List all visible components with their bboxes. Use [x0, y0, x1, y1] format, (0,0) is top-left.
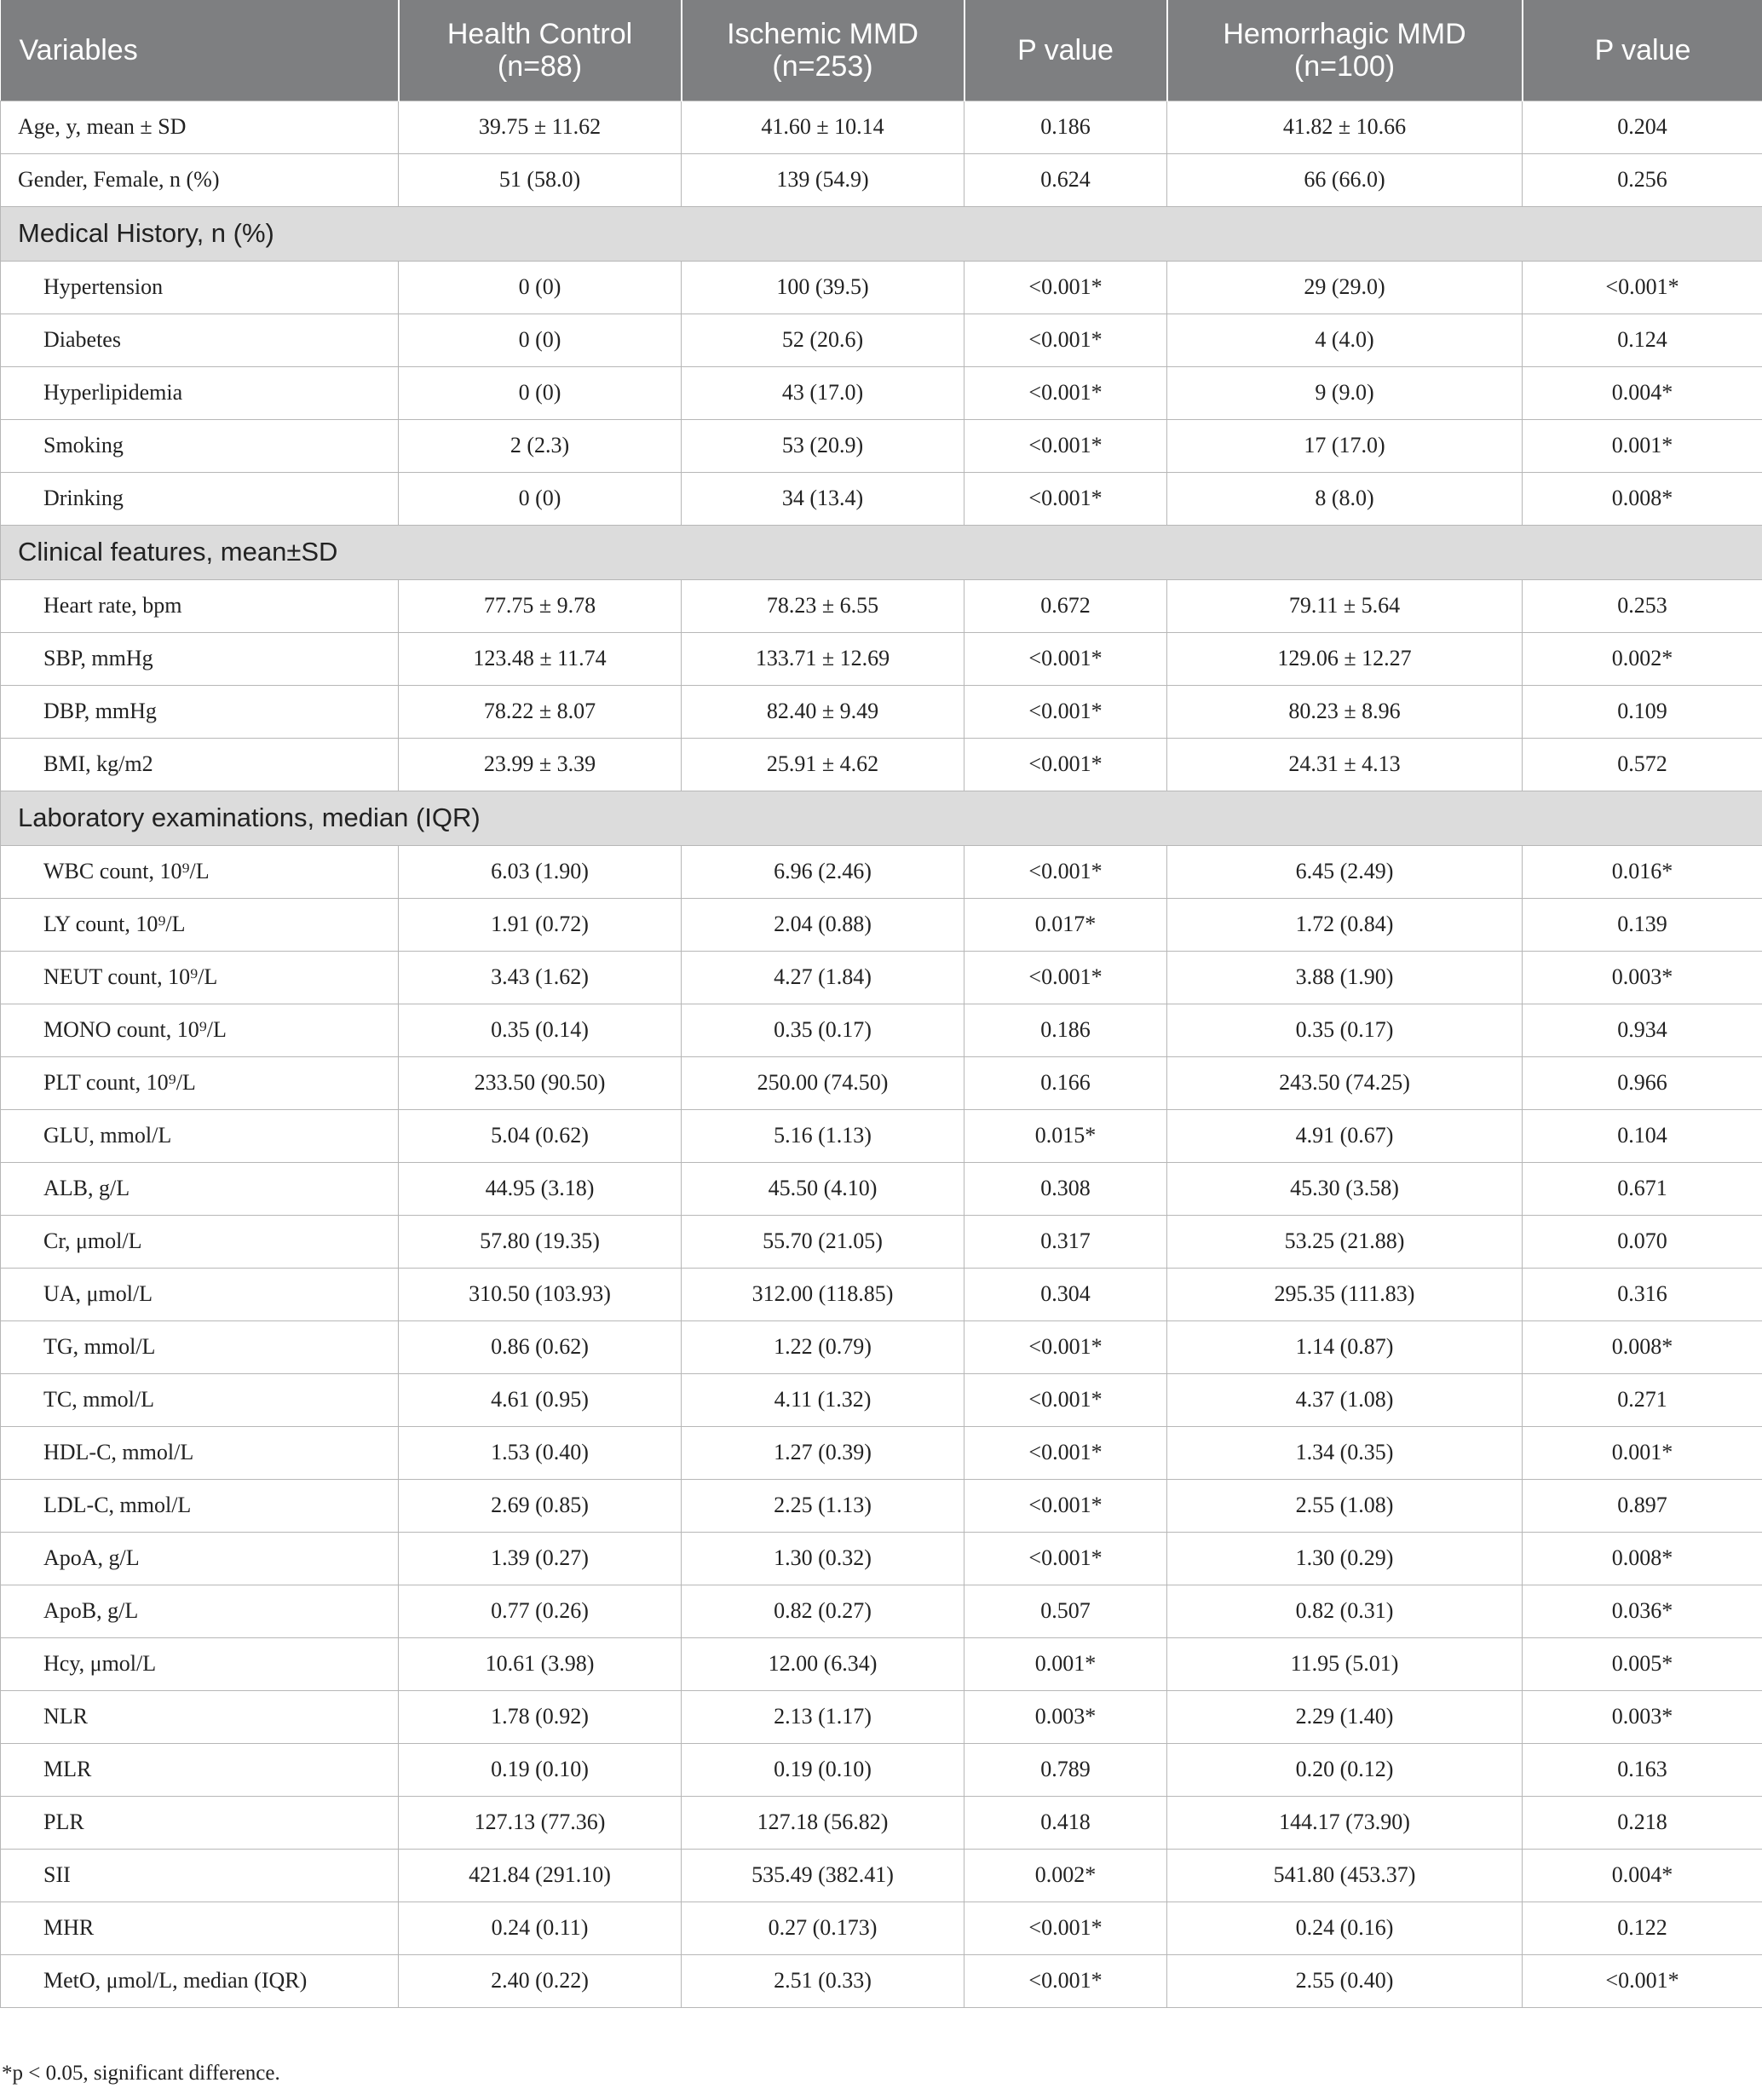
hemorrhagic-mmd-cell: 9 (9.0) — [1167, 366, 1523, 419]
health-control-cell: 0 (0) — [399, 366, 682, 419]
p-value-ischemic-cell: 0.304 — [964, 1268, 1167, 1320]
p-value-hemorrhagic-cell: 0.004* — [1523, 1849, 1762, 1902]
p-value-ischemic-cell: 0.002* — [964, 1849, 1167, 1902]
p-value-hemorrhagic-cell: 0.139 — [1523, 898, 1762, 951]
table-row — [1, 579, 1762, 632]
section-header-row — [1, 525, 1762, 579]
table-row — [1, 1056, 1762, 1109]
hemorrhagic-mmd-cell: 80.23 ± 8.96 — [1167, 685, 1523, 738]
row-label: NEUT count, 10⁹/L — [1, 951, 399, 1004]
ischemic-mmd-cell: 78.23 ± 6.55 — [682, 579, 964, 632]
health-control-cell: 51 (58.0) — [399, 153, 682, 206]
ischemic-mmd-cell: 0.82 (0.27) — [682, 1585, 964, 1637]
ischemic-mmd-cell: 0.27 (0.173) — [682, 1902, 964, 1954]
ischemic-mmd-cell: 127.18 (56.82) — [682, 1796, 964, 1849]
row-label: Heart rate, bpm — [1, 579, 399, 632]
ischemic-mmd-cell: 45.50 (4.10) — [682, 1162, 964, 1215]
p-value-ischemic-cell: <0.001* — [964, 1320, 1167, 1373]
section-header-row — [1, 791, 1762, 845]
row-label: LDL-C, mmol/L — [1, 1479, 399, 1532]
p-value-hemorrhagic-cell: 0.008* — [1523, 472, 1762, 525]
ischemic-mmd-cell: 41.60 ± 10.14 — [682, 101, 964, 153]
p-value-ischemic-cell: <0.001* — [964, 1479, 1167, 1532]
health-control-cell: 1.78 (0.92) — [399, 1690, 682, 1743]
health-control-cell: 10.61 (3.98) — [399, 1637, 682, 1690]
hemorrhagic-mmd-cell: 4.91 (0.67) — [1167, 1109, 1523, 1162]
hemorrhagic-mmd-cell: 6.45 (2.49) — [1167, 845, 1523, 898]
row-label: Hyperlipidemia — [1, 366, 399, 419]
table-row — [1, 738, 1762, 791]
table-row — [1, 419, 1762, 472]
hemorrhagic-mmd-cell: 8 (8.0) — [1167, 472, 1523, 525]
p-value-hemorrhagic-cell: 0.001* — [1523, 419, 1762, 472]
table-row — [1, 1215, 1762, 1268]
table-row — [1, 1743, 1762, 1796]
p-value-hemorrhagic-cell: 0.008* — [1523, 1320, 1762, 1373]
p-value-ischemic-cell: 0.015* — [964, 1109, 1167, 1162]
health-control-cell: 123.48 ± 11.74 — [399, 632, 682, 685]
p-value-hemorrhagic-cell: 0.003* — [1523, 1690, 1762, 1743]
health-control-cell: 0.77 (0.26) — [399, 1585, 682, 1637]
p-value-ischemic-cell: 0.166 — [964, 1056, 1167, 1109]
hemorrhagic-mmd-cell: 1.34 (0.35) — [1167, 1426, 1523, 1479]
table-row — [1, 366, 1762, 419]
p-value-ischemic-cell: 0.317 — [964, 1215, 1167, 1268]
ischemic-mmd-cell: 1.30 (0.32) — [682, 1532, 964, 1585]
hemorrhagic-mmd-cell: 144.17 (73.90) — [1167, 1796, 1523, 1849]
row-label: ALB, g/L — [1, 1162, 399, 1215]
p-value-hemorrhagic-cell: 0.002* — [1523, 632, 1762, 685]
p-value-hemorrhagic-cell: 0.316 — [1523, 1268, 1762, 1320]
p-value-ischemic-cell: <0.001* — [964, 738, 1167, 791]
health-control-cell: 0.35 (0.14) — [399, 1004, 682, 1056]
hemorrhagic-mmd-cell: 41.82 ± 10.66 — [1167, 101, 1523, 153]
ischemic-mmd-cell: 25.91 ± 4.62 — [682, 738, 964, 791]
section-title: Clinical features, mean±SD — [1, 525, 1762, 579]
table-row — [1, 951, 1762, 1004]
row-label: HDL-C, mmol/L — [1, 1426, 399, 1479]
ischemic-mmd-cell: 250.00 (74.50) — [682, 1056, 964, 1109]
row-label: MLR — [1, 1743, 399, 1796]
table-row — [1, 1849, 1762, 1902]
ischemic-mmd-cell: 2.51 (0.33) — [682, 1954, 964, 2007]
row-label: Cr, μmol/L — [1, 1215, 399, 1268]
row-label: ApoB, g/L — [1, 1585, 399, 1637]
row-label: MONO count, 10⁹/L — [1, 1004, 399, 1056]
p-value-hemorrhagic-cell: 0.572 — [1523, 738, 1762, 791]
hemorrhagic-mmd-cell: 2.29 (1.40) — [1167, 1690, 1523, 1743]
ischemic-mmd-cell: 4.11 (1.32) — [682, 1373, 964, 1426]
table-row — [1, 153, 1762, 206]
table-row — [1, 1796, 1762, 1849]
table-row — [1, 845, 1762, 898]
p-value-ischemic-cell: <0.001* — [964, 1954, 1167, 2007]
p-value-hemorrhagic-cell: 0.218 — [1523, 1796, 1762, 1849]
p-value-hemorrhagic-cell: 0.001* — [1523, 1426, 1762, 1479]
hemorrhagic-mmd-cell: 541.80 (453.37) — [1167, 1849, 1523, 1902]
ischemic-mmd-cell: 1.22 (0.79) — [682, 1320, 964, 1373]
ischemic-mmd-cell: 133.71 ± 12.69 — [682, 632, 964, 685]
section-title: Laboratory examinations, median (IQR) — [1, 791, 1762, 845]
header-p-value-ischemic: P value — [964, 0, 1167, 101]
p-value-ischemic-cell: 0.789 — [964, 1743, 1167, 1796]
row-label: SBP, mmHg — [1, 632, 399, 685]
row-label: TC, mmol/L — [1, 1373, 399, 1426]
health-control-cell: 0.19 (0.10) — [399, 1743, 682, 1796]
health-control-cell: 78.22 ± 8.07 — [399, 685, 682, 738]
row-label: Smoking — [1, 419, 399, 472]
table-row — [1, 1532, 1762, 1585]
health-control-cell: 5.04 (0.62) — [399, 1109, 682, 1162]
hemorrhagic-mmd-cell: 17 (17.0) — [1167, 419, 1523, 472]
health-control-cell: 0 (0) — [399, 261, 682, 314]
p-value-hemorrhagic-cell: 0.004* — [1523, 366, 1762, 419]
section-title: Medical History, n (%) — [1, 206, 1762, 261]
row-label: Gender, Female, n (%) — [1, 153, 399, 206]
row-label: TG, mmol/L — [1, 1320, 399, 1373]
health-control-cell: 4.61 (0.95) — [399, 1373, 682, 1426]
row-label: Hypertension — [1, 261, 399, 314]
table-row — [1, 898, 1762, 951]
table-row — [1, 101, 1762, 153]
hemorrhagic-mmd-cell: 1.72 (0.84) — [1167, 898, 1523, 951]
p-value-ischemic-cell: 0.003* — [964, 1690, 1167, 1743]
hemorrhagic-mmd-cell: 1.14 (0.87) — [1167, 1320, 1523, 1373]
row-label: BMI, kg/m2 — [1, 738, 399, 791]
table-row — [1, 261, 1762, 314]
table-row — [1, 1637, 1762, 1690]
footnote: *p < 0.05, significant difference. — [2, 2062, 280, 2085]
p-value-ischemic-cell: 0.017* — [964, 898, 1167, 951]
ischemic-mmd-cell: 53 (20.9) — [682, 419, 964, 472]
p-value-hemorrhagic-cell: 0.016* — [1523, 845, 1762, 898]
health-control-cell: 1.53 (0.40) — [399, 1426, 682, 1479]
health-control-cell: 233.50 (90.50) — [399, 1056, 682, 1109]
row-label: SII — [1, 1849, 399, 1902]
ischemic-mmd-cell: 34 (13.4) — [682, 472, 964, 525]
row-label: MHR — [1, 1902, 399, 1954]
ischemic-mmd-cell: 52 (20.6) — [682, 314, 964, 366]
table-row — [1, 1109, 1762, 1162]
health-control-cell: 0 (0) — [399, 314, 682, 366]
table-row — [1, 1320, 1762, 1373]
hemorrhagic-mmd-cell: 295.35 (111.83) — [1167, 1268, 1523, 1320]
p-value-ischemic-cell: <0.001* — [964, 1532, 1167, 1585]
p-value-hemorrhagic-cell: 0.109 — [1523, 685, 1762, 738]
p-value-hemorrhagic-cell: 0.070 — [1523, 1215, 1762, 1268]
section-header-row — [1, 206, 1762, 261]
hemorrhagic-mmd-cell: 0.82 (0.31) — [1167, 1585, 1523, 1637]
hemorrhagic-mmd-cell: 66 (66.0) — [1167, 153, 1523, 206]
ischemic-mmd-cell: 312.00 (118.85) — [682, 1268, 964, 1320]
p-value-ischemic-cell: 0.186 — [964, 1004, 1167, 1056]
row-label: WBC count, 10⁹/L — [1, 845, 399, 898]
hemorrhagic-mmd-cell: 4 (4.0) — [1167, 314, 1523, 366]
ischemic-mmd-cell: 2.25 (1.13) — [682, 1479, 964, 1532]
hemorrhagic-mmd-cell: 4.37 (1.08) — [1167, 1373, 1523, 1426]
health-control-cell: 127.13 (77.36) — [399, 1796, 682, 1849]
hemorrhagic-mmd-cell: 2.55 (0.40) — [1167, 1954, 1523, 2007]
ischemic-mmd-cell: 0.19 (0.10) — [682, 1743, 964, 1796]
p-value-hemorrhagic-cell: 0.163 — [1523, 1743, 1762, 1796]
p-value-ischemic-cell: 0.624 — [964, 153, 1167, 206]
p-value-ischemic-cell: <0.001* — [964, 472, 1167, 525]
row-label: ApoA, g/L — [1, 1532, 399, 1585]
ischemic-mmd-cell: 100 (39.5) — [682, 261, 964, 314]
header-ischemic-mmd: Ischemic MMD (n=253) — [682, 0, 964, 101]
health-control-cell: 0.86 (0.62) — [399, 1320, 682, 1373]
p-value-hemorrhagic-cell: 0.271 — [1523, 1373, 1762, 1426]
ischemic-mmd-cell: 43 (17.0) — [682, 366, 964, 419]
p-value-hemorrhagic-cell: 0.934 — [1523, 1004, 1762, 1056]
health-control-cell: 1.39 (0.27) — [399, 1532, 682, 1585]
ischemic-mmd-cell: 139 (54.9) — [682, 153, 964, 206]
header-p-value-hemorrhagic: P value — [1523, 0, 1762, 101]
table-row — [1, 472, 1762, 525]
health-control-cell: 0 (0) — [399, 472, 682, 525]
health-control-cell: 1.91 (0.72) — [399, 898, 682, 951]
table-row — [1, 1585, 1762, 1637]
p-value-ischemic-cell: <0.001* — [964, 261, 1167, 314]
ischemic-mmd-cell: 12.00 (6.34) — [682, 1637, 964, 1690]
hemorrhagic-mmd-cell: 243.50 (74.25) — [1167, 1056, 1523, 1109]
row-label: UA, μmol/L — [1, 1268, 399, 1320]
row-label: NLR — [1, 1690, 399, 1743]
table-row — [1, 1690, 1762, 1743]
hemorrhagic-mmd-cell: 29 (29.0) — [1167, 261, 1523, 314]
ischemic-mmd-cell: 1.27 (0.39) — [682, 1426, 964, 1479]
p-value-hemorrhagic-cell: 0.253 — [1523, 579, 1762, 632]
health-control-cell: 39.75 ± 11.62 — [399, 101, 682, 153]
health-control-cell: 57.80 (19.35) — [399, 1215, 682, 1268]
table-row — [1, 1479, 1762, 1532]
health-control-cell: 23.99 ± 3.39 — [399, 738, 682, 791]
p-value-ischemic-cell: <0.001* — [964, 314, 1167, 366]
ischemic-mmd-cell: 2.04 (0.88) — [682, 898, 964, 951]
p-value-hemorrhagic-cell: 0.671 — [1523, 1162, 1762, 1215]
p-value-ischemic-cell: <0.001* — [964, 366, 1167, 419]
row-label: PLT count, 10⁹/L — [1, 1056, 399, 1109]
p-value-ischemic-cell: <0.001* — [964, 1426, 1167, 1479]
p-value-ischemic-cell: 0.507 — [964, 1585, 1167, 1637]
health-control-cell: 2.69 (0.85) — [399, 1479, 682, 1532]
p-value-ischemic-cell: <0.001* — [964, 632, 1167, 685]
ischemic-mmd-cell: 535.49 (382.41) — [682, 1849, 964, 1902]
header-row — [1, 0, 1762, 101]
p-value-hemorrhagic-cell: <0.001* — [1523, 261, 1762, 314]
table-row — [1, 1373, 1762, 1426]
p-value-hemorrhagic-cell: <0.001* — [1523, 1954, 1762, 2007]
ischemic-mmd-cell: 6.96 (2.46) — [682, 845, 964, 898]
p-value-ischemic-cell: 0.186 — [964, 101, 1167, 153]
row-label: Age, y, mean ± SD — [1, 101, 399, 153]
health-control-cell: 421.84 (291.10) — [399, 1849, 682, 1902]
ischemic-mmd-cell: 4.27 (1.84) — [682, 951, 964, 1004]
row-label: DBP, mmHg — [1, 685, 399, 738]
hemorrhagic-mmd-cell: 79.11 ± 5.64 — [1167, 579, 1523, 632]
table-body — [1, 101, 1762, 2007]
p-value-hemorrhagic-cell: 0.122 — [1523, 1902, 1762, 1954]
health-control-cell: 44.95 (3.18) — [399, 1162, 682, 1215]
table-row — [1, 1162, 1762, 1215]
hemorrhagic-mmd-cell: 0.20 (0.12) — [1167, 1743, 1523, 1796]
p-value-ischemic-cell: <0.001* — [964, 845, 1167, 898]
table-row — [1, 1426, 1762, 1479]
ischemic-mmd-cell: 55.70 (21.05) — [682, 1215, 964, 1268]
p-value-ischemic-cell: <0.001* — [964, 951, 1167, 1004]
hemorrhagic-mmd-cell: 24.31 ± 4.13 — [1167, 738, 1523, 791]
row-label: Drinking — [1, 472, 399, 525]
row-label: Diabetes — [1, 314, 399, 366]
header-health-control: Health Control (n=88) — [399, 0, 682, 101]
row-label: GLU, mmol/L — [1, 1109, 399, 1162]
p-value-ischemic-cell: <0.001* — [964, 1373, 1167, 1426]
table-row — [1, 314, 1762, 366]
p-value-ischemic-cell: 0.418 — [964, 1796, 1167, 1849]
p-value-hemorrhagic-cell: 0.005* — [1523, 1637, 1762, 1690]
hemorrhagic-mmd-cell: 0.24 (0.16) — [1167, 1902, 1523, 1954]
ischemic-mmd-cell: 5.16 (1.13) — [682, 1109, 964, 1162]
p-value-hemorrhagic-cell: 0.204 — [1523, 101, 1762, 153]
row-label: PLR — [1, 1796, 399, 1849]
table-row — [1, 1268, 1762, 1320]
ischemic-mmd-cell: 2.13 (1.17) — [682, 1690, 964, 1743]
health-control-cell: 2 (2.3) — [399, 419, 682, 472]
health-control-cell: 2.40 (0.22) — [399, 1954, 682, 2007]
hemorrhagic-mmd-cell: 0.35 (0.17) — [1167, 1004, 1523, 1056]
hemorrhagic-mmd-cell: 53.25 (21.88) — [1167, 1215, 1523, 1268]
table-row — [1, 1004, 1762, 1056]
hemorrhagic-mmd-cell: 45.30 (3.58) — [1167, 1162, 1523, 1215]
table-row — [1, 1902, 1762, 1954]
p-value-ischemic-cell: 0.672 — [964, 579, 1167, 632]
p-value-hemorrhagic-cell: 0.124 — [1523, 314, 1762, 366]
row-label: MetO, μmol/L, median (IQR) — [1, 1954, 399, 2007]
hemorrhagic-mmd-cell: 129.06 ± 12.27 — [1167, 632, 1523, 685]
p-value-ischemic-cell: 0.001* — [964, 1637, 1167, 1690]
row-label: Hcy, μmol/L — [1, 1637, 399, 1690]
header-hemorrhagic-mmd: Hemorrhagic MMD (n=100) — [1167, 0, 1523, 101]
p-value-ischemic-cell: <0.001* — [964, 685, 1167, 738]
p-value-hemorrhagic-cell: 0.008* — [1523, 1532, 1762, 1585]
table-row — [1, 632, 1762, 685]
row-label: LY count, 10⁹/L — [1, 898, 399, 951]
p-value-hemorrhagic-cell: 0.003* — [1523, 951, 1762, 1004]
p-value-hemorrhagic-cell: 0.256 — [1523, 153, 1762, 206]
hemorrhagic-mmd-cell: 2.55 (1.08) — [1167, 1479, 1523, 1532]
p-value-ischemic-cell: <0.001* — [964, 1902, 1167, 1954]
health-control-cell: 310.50 (103.93) — [399, 1268, 682, 1320]
header-variables: Variables — [1, 0, 399, 101]
hemorrhagic-mmd-cell: 3.88 (1.90) — [1167, 951, 1523, 1004]
p-value-hemorrhagic-cell: 0.036* — [1523, 1585, 1762, 1637]
p-value-hemorrhagic-cell: 0.897 — [1523, 1479, 1762, 1532]
table-row — [1, 1954, 1762, 2007]
ischemic-mmd-cell: 0.35 (0.17) — [682, 1004, 964, 1056]
table-row — [1, 685, 1762, 738]
health-control-cell: 3.43 (1.62) — [399, 951, 682, 1004]
health-control-cell: 77.75 ± 9.78 — [399, 579, 682, 632]
hemorrhagic-mmd-cell: 11.95 (5.01) — [1167, 1637, 1523, 1690]
p-value-hemorrhagic-cell: 0.104 — [1523, 1109, 1762, 1162]
p-value-ischemic-cell: <0.001* — [964, 419, 1167, 472]
ischemic-mmd-cell: 82.40 ± 9.49 — [682, 685, 964, 738]
health-control-cell: 0.24 (0.11) — [399, 1902, 682, 1954]
p-value-hemorrhagic-cell: 0.966 — [1523, 1056, 1762, 1109]
hemorrhagic-mmd-cell: 1.30 (0.29) — [1167, 1532, 1523, 1585]
health-control-cell: 6.03 (1.90) — [399, 845, 682, 898]
p-value-ischemic-cell: 0.308 — [964, 1162, 1167, 1215]
